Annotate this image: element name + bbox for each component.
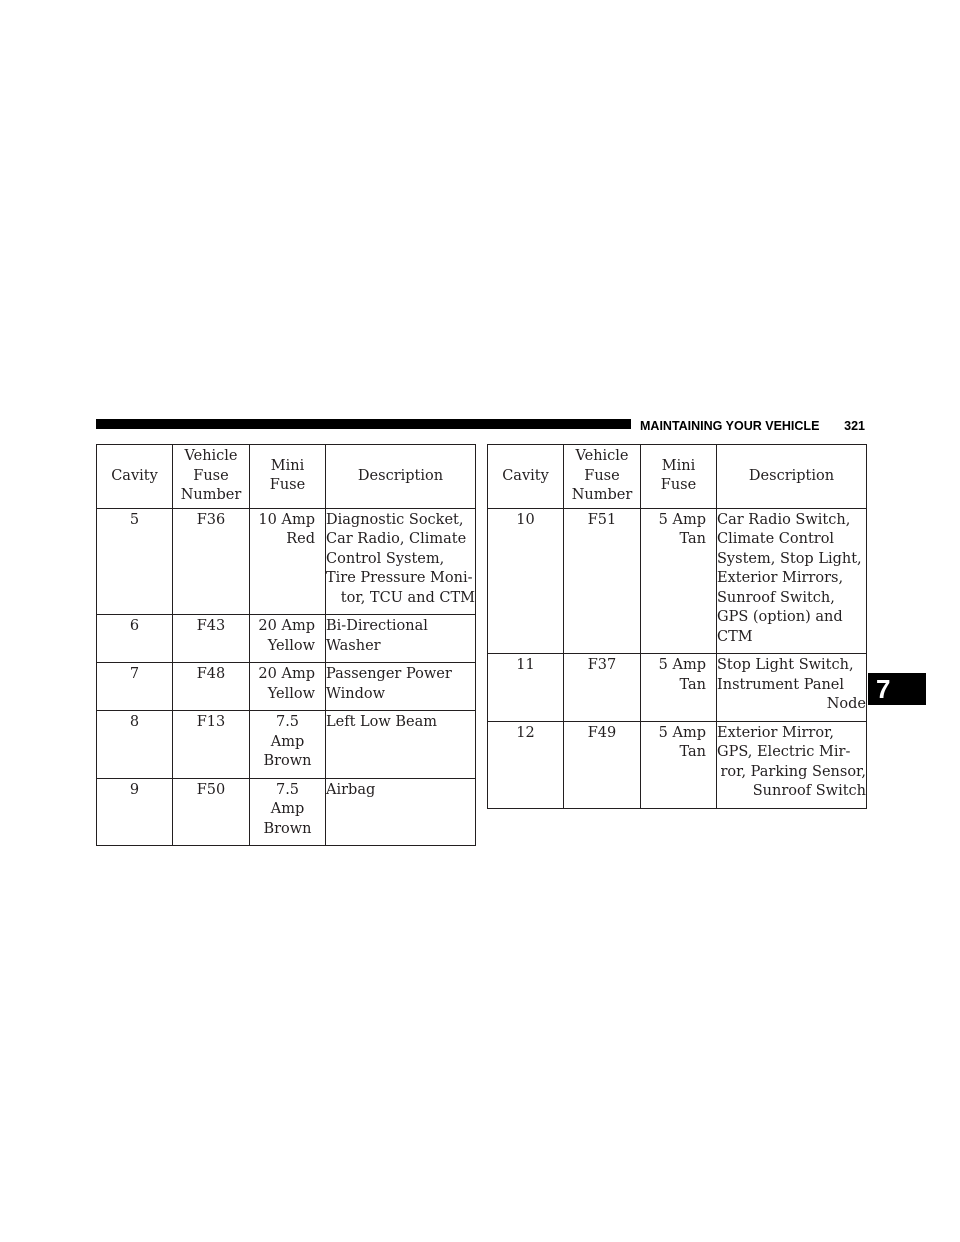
mini-fuse-line: 5 Amp [658,511,706,528]
header-line: Fuse [660,477,697,494]
description-line: System, Stop Light, [717,550,862,567]
mini-fuse-line: Amp [270,801,305,817]
description-line: Passenger Power [326,666,452,682]
fuse-number-cell: F36 [173,508,250,615]
header-line: Number [571,487,633,503]
table-row [97,711,476,779]
column-header-vehicle-fuse-number [564,445,641,509]
description-line: Stop Light Switch, [717,657,854,673]
fuse-number-cell: F43 [173,615,250,663]
mini-fuse-line: 5 Amp [658,724,706,741]
column-header-cavity: Cavity [488,445,564,509]
description-line: Node [826,696,866,712]
mini-fuse-line: Tan [679,744,706,760]
mini-fuse-cell [641,508,717,654]
mini-fuse-line: 10 Amp [258,511,315,528]
table-row [97,508,476,615]
header-line: Vehicle [575,448,629,464]
cavity-cell: 7 [97,663,173,711]
mini-fuse-line: Amp [270,733,305,750]
mini-fuse-line: 20 Amp [258,666,315,682]
description-cell [326,615,476,663]
column-header-mini-fuse [250,445,326,509]
description-line: Car Radio, Climate [326,531,467,547]
header-line: Vehicle [184,448,238,464]
description-cell [326,778,476,846]
description-line: Bi-Directional [326,618,428,634]
table-row [97,663,476,711]
table-row [488,508,867,654]
description-line: GPS (option) and [717,609,843,625]
mini-fuse-line: Tan [679,531,706,547]
header-line: Fuse [269,477,306,494]
fuse-number-cell: F49 [564,721,641,808]
description-line: Control System, [326,550,445,567]
mini-fuse-cell [250,778,326,846]
description-line: Instrument Panel [717,676,845,693]
column-header-cavity: Cavity [97,445,173,509]
mini-fuse-line: Brown [263,820,312,837]
description-line: Climate Control [717,531,835,547]
description-line: Window [326,685,386,702]
description-line: Airbag [326,781,376,798]
description-cell [717,721,867,808]
cavity-cell: 8 [97,711,173,779]
description-cell [717,508,867,654]
description-cell [326,711,476,779]
mini-fuse-line: Yellow [267,637,315,654]
fuse-table-right [487,444,867,809]
cavity-cell: 5 [97,508,173,615]
fuse-number-cell: F51 [564,508,641,654]
cavity-cell: 12 [488,721,564,808]
page-number: 321 [844,419,865,433]
table-header-row [97,445,476,509]
page-header [640,416,865,436]
table-header-row [488,445,867,509]
description-line: CTM [717,628,753,645]
fuse-number-cell: F13 [173,711,250,779]
column-header-description: Description [326,445,476,509]
column-header-description: Description [717,445,867,509]
fuse-number-cell: F50 [173,778,250,846]
mini-fuse-line: Brown [263,753,312,769]
description-line: Exterior Mirrors, [717,570,844,586]
description-line: GPS, Electric Mir- [717,744,851,760]
description-line: ror, Parking Sensor, [720,763,866,780]
mini-fuse-line: Yellow [267,685,315,702]
header-line: Mini [270,457,305,474]
table-row [488,654,867,722]
description-line: tor, TCU and CTM [340,589,475,606]
table-row [97,615,476,663]
table-row [488,721,867,808]
mini-fuse-line: 7.5 [275,714,300,730]
description-line: Diagnostic Socket, [326,511,464,528]
column-header-vehicle-fuse-number [173,445,250,509]
cavity-cell: 9 [97,778,173,846]
description-line: Left Low Beam [326,714,438,730]
column-header-mini-fuse [641,445,717,509]
fuse-table-left [96,444,476,846]
mini-fuse-cell [250,508,326,615]
description-cell [326,508,476,615]
mini-fuse-line: Red [286,531,315,547]
description-cell [326,663,476,711]
chapter-tab[interactable]: 7 [868,673,926,705]
description-line: Washer [326,637,381,654]
header-line: Mini [661,457,696,474]
cavity-cell: 10 [488,508,564,654]
fuse-number-cell: F48 [173,663,250,711]
mini-fuse-line: 20 Amp [258,618,315,634]
fuse-number-cell: F37 [564,654,641,722]
description-line: Car Radio Switch, [717,511,851,528]
cavity-cell: 6 [97,615,173,663]
header-line: Number [180,487,242,503]
header-line: Fuse [584,467,620,484]
mini-fuse-cell [250,711,326,779]
description-line: Sunroof Switch, [717,589,835,606]
mini-fuse-cell [250,663,326,711]
section-title: MAINTAINING YOUR VEHICLE [640,419,820,433]
header-line: Fuse [193,467,229,484]
description-line: Sunroof Switch [752,783,866,799]
mini-fuse-cell [641,721,717,808]
mini-fuse-line: 7.5 [275,781,300,798]
description-line: Tire Pressure Moni- [326,570,473,586]
table-row [97,778,476,846]
mini-fuse-cell [641,654,717,722]
description-line: Exterior Mirror, [717,724,835,741]
header-rule [96,419,631,429]
mini-fuse-line: Tan [679,676,706,693]
description-cell [717,654,867,722]
mini-fuse-line: 5 Amp [658,657,706,673]
mini-fuse-cell [250,615,326,663]
cavity-cell: 11 [488,654,564,722]
